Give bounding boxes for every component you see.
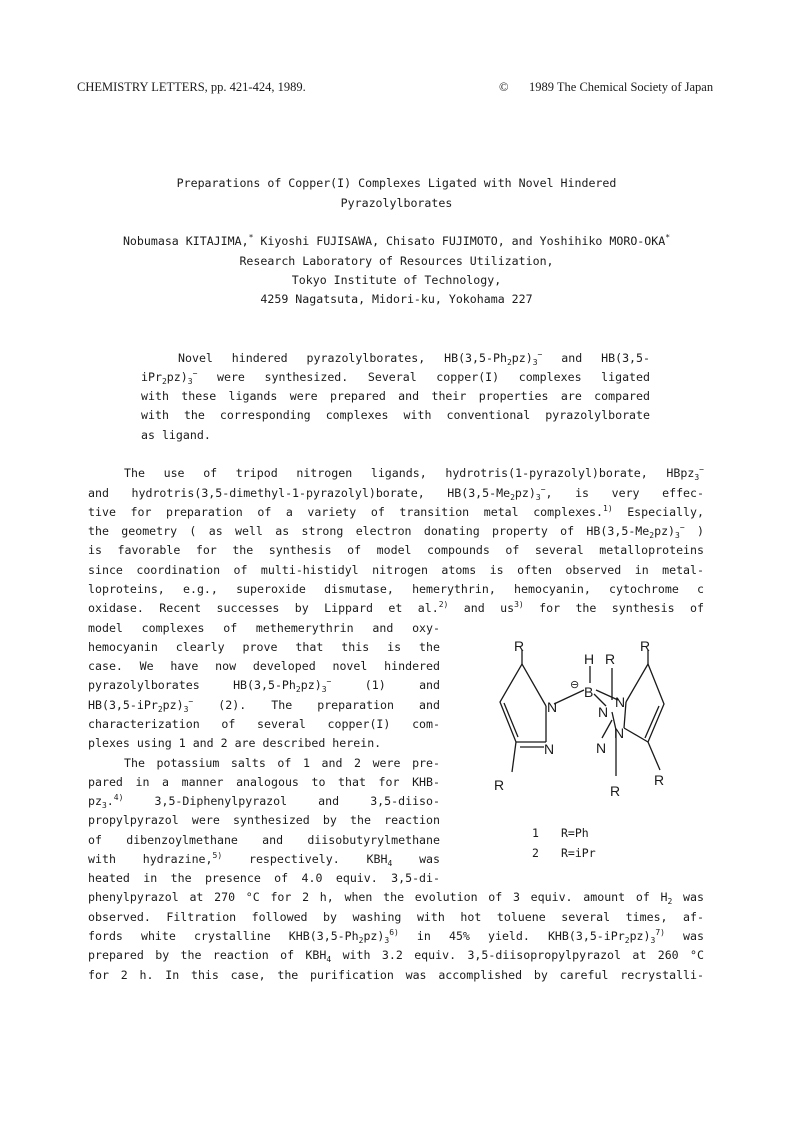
article-title-line1: Preparations of Copper(I) Complexes Ligated with Novel Hindered <box>176 176 617 190</box>
abstract-line: $iPr_2pz)_3^-$ were synthesized. Several copper(I) complexes ligated <box>141 369 650 386</box>
body-line: of dibenzoylmethane and diisobutyrylmethane <box>88 833 440 847</box>
body-line: and hydrotris(3,5-dimethyl-1-pyrazolyl)borate, $HB(3,5-Me_2pz)_3^-$, is very effec- <box>88 485 704 502</box>
body-line: plexes using 1 and 2 are described herein. <box>88 736 382 750</box>
nitrogen-label: N <box>596 740 607 756</box>
affiliation-line1: Research Laboratory of Resources Utilization, <box>239 254 554 268</box>
body-line: is favorable for the synthesis of model compounds of several metalloproteins <box>88 543 704 557</box>
journal-citation: CHEMISTRY LETTERS, pp. 421-424, 1989. <box>77 80 306 94</box>
body-line: tive for preparation of a variety of transition metal complexes.$^{1)}$ Especially, <box>88 504 704 519</box>
legend-compound-1-text: R=Ph <box>561 826 589 840</box>
structure-bonds <box>500 650 664 776</box>
body-line: oxidase. Recent successes by Lippard et al.$^{2)}$ and $us^{3)}$ for the synthesis of <box>88 600 704 615</box>
author-others: Kiyoshi FUJISAWA, Chisato FUJIMOTO, and Yoshihiko MORO-OKA <box>253 234 666 248</box>
body-line: hemocyanin clearly prove that this is the <box>88 640 440 654</box>
copyright-text: 1989 The Chemical Society of Japan <box>529 80 714 94</box>
body-line: with hydrazine,$^{5)}$ respectively. $KBH_4$ was <box>88 851 440 868</box>
hydrogen-label: H <box>584 651 595 667</box>
author-1: Nobumasa KITAJIMA, <box>122 234 249 248</box>
nitrogen-label: N <box>544 741 555 757</box>
body-line: since coordination of multi-histidyl nitrogen atoms is often observed in metal- <box>88 563 704 577</box>
body-line: The use of tripod nitrogen ligands, hydrotris(1-pyrazolyl)borate, HBpz$_3$− <box>124 465 704 482</box>
body-line: case. We have now developed novel hindered <box>88 659 440 673</box>
body-line: for 2 h. In this case, the purification was accomplished by careful recrystalli- <box>88 968 704 982</box>
body-line: $HB(3,5-iPr_2pz)_3^-$ (2). The preparation and <box>88 697 440 714</box>
nitrogen-label: N <box>614 725 625 741</box>
body-line: pyrazolylborates $HB(3,5-Ph_2pz)_3^-$ (1) and <box>88 677 440 694</box>
body-line: The potassium salts of 1 and 2 were pre- <box>124 756 440 770</box>
author-list <box>0 234 793 248</box>
nitrogen-label: N <box>547 699 558 715</box>
body-line: pared in a manner analogous to that for KHB- <box>88 775 440 789</box>
body-line: characterization of several copper(I) com- <box>88 717 440 731</box>
author-4-corresponding-mark: * <box>665 233 671 242</box>
body-line: prepared by the reaction of $KBH_4$ with 3.2 equiv. 3,5-diisopropylpyrazol at 260 °C <box>88 948 704 964</box>
nitrogen-label: N <box>615 694 626 710</box>
affiliation-line2: Tokyo Institute of Technology, <box>291 273 502 287</box>
body-line: loproteins, e.g., superoxide dismutase, hemerythrin, hemocyanin, cytochrome c <box>88 582 704 596</box>
legend-compound-2-text: R=iPr <box>561 846 596 860</box>
author-1-corresponding-mark: * <box>248 233 254 242</box>
r-substituent-label: R <box>494 777 505 793</box>
abstract-line: Novel hindered pyrazolylborates, $HB(3,5-Ph_2pz)_3^-$ and HB(3,5- <box>178 350 650 367</box>
nitrogen-label: N <box>598 704 609 720</box>
abstract-line: with the corresponding complexes with conventional pyrazolylborate <box>141 408 650 422</box>
body-line: model complexes of methemerythrin and oxy- <box>88 621 440 635</box>
r-substituent-label: R <box>605 651 616 667</box>
body-line: propylpyrazol were synthesized by the reaction <box>88 813 440 827</box>
abstract-line: as ligand. <box>141 428 211 442</box>
r-substituent-label: R <box>610 783 621 799</box>
r-substituent-label: R <box>654 772 665 788</box>
body-line: phenylpyrazol at 270 °C for 2 h, when the evolution of 3 equiv. amount of $H_2$ was <box>88 890 704 906</box>
body-line: heated in the presence of 4.0 equiv. 3,5-di- <box>88 871 440 885</box>
negative-charge-label: ⊖ <box>570 679 580 691</box>
body-line: $pz_3.^{4)}$ 3,5-Diphenylpyrazol and 3,5-diiso- <box>88 793 440 810</box>
article-title-line2: Pyrazolylborates <box>340 196 453 210</box>
abstract-line: with these ligands were prepared and their properties are compared <box>141 389 650 403</box>
copyright-symbol: © <box>499 80 509 94</box>
body-line: observed. Filtration followed by washing with hot toluene several times, af- <box>88 910 704 924</box>
boron-label: B <box>584 684 594 700</box>
r-substituent-label: R <box>514 638 525 654</box>
legend-compound-1-number: 1 <box>532 826 539 840</box>
legend-compound-2-number: 2 <box>532 846 539 860</box>
pyrazolylborate-structure-figure <box>478 628 718 868</box>
affiliation-line3: 4259 Nagatsuta, Midori-ku, Yokohama 227 <box>260 292 533 306</box>
body-line: fords white crystalline $KHB(3,5-Ph_2pz)_3^{6)}$ in 45% yield. $KHB(3,5-iPr_2pz)_3^{7)}$ was <box>88 928 704 945</box>
r-substituent-label: R <box>640 638 651 654</box>
body-line: the geometry ( as well as strong electron donating property of $HB(3,5-Me_2pz)_3^-$ ) <box>88 523 704 540</box>
